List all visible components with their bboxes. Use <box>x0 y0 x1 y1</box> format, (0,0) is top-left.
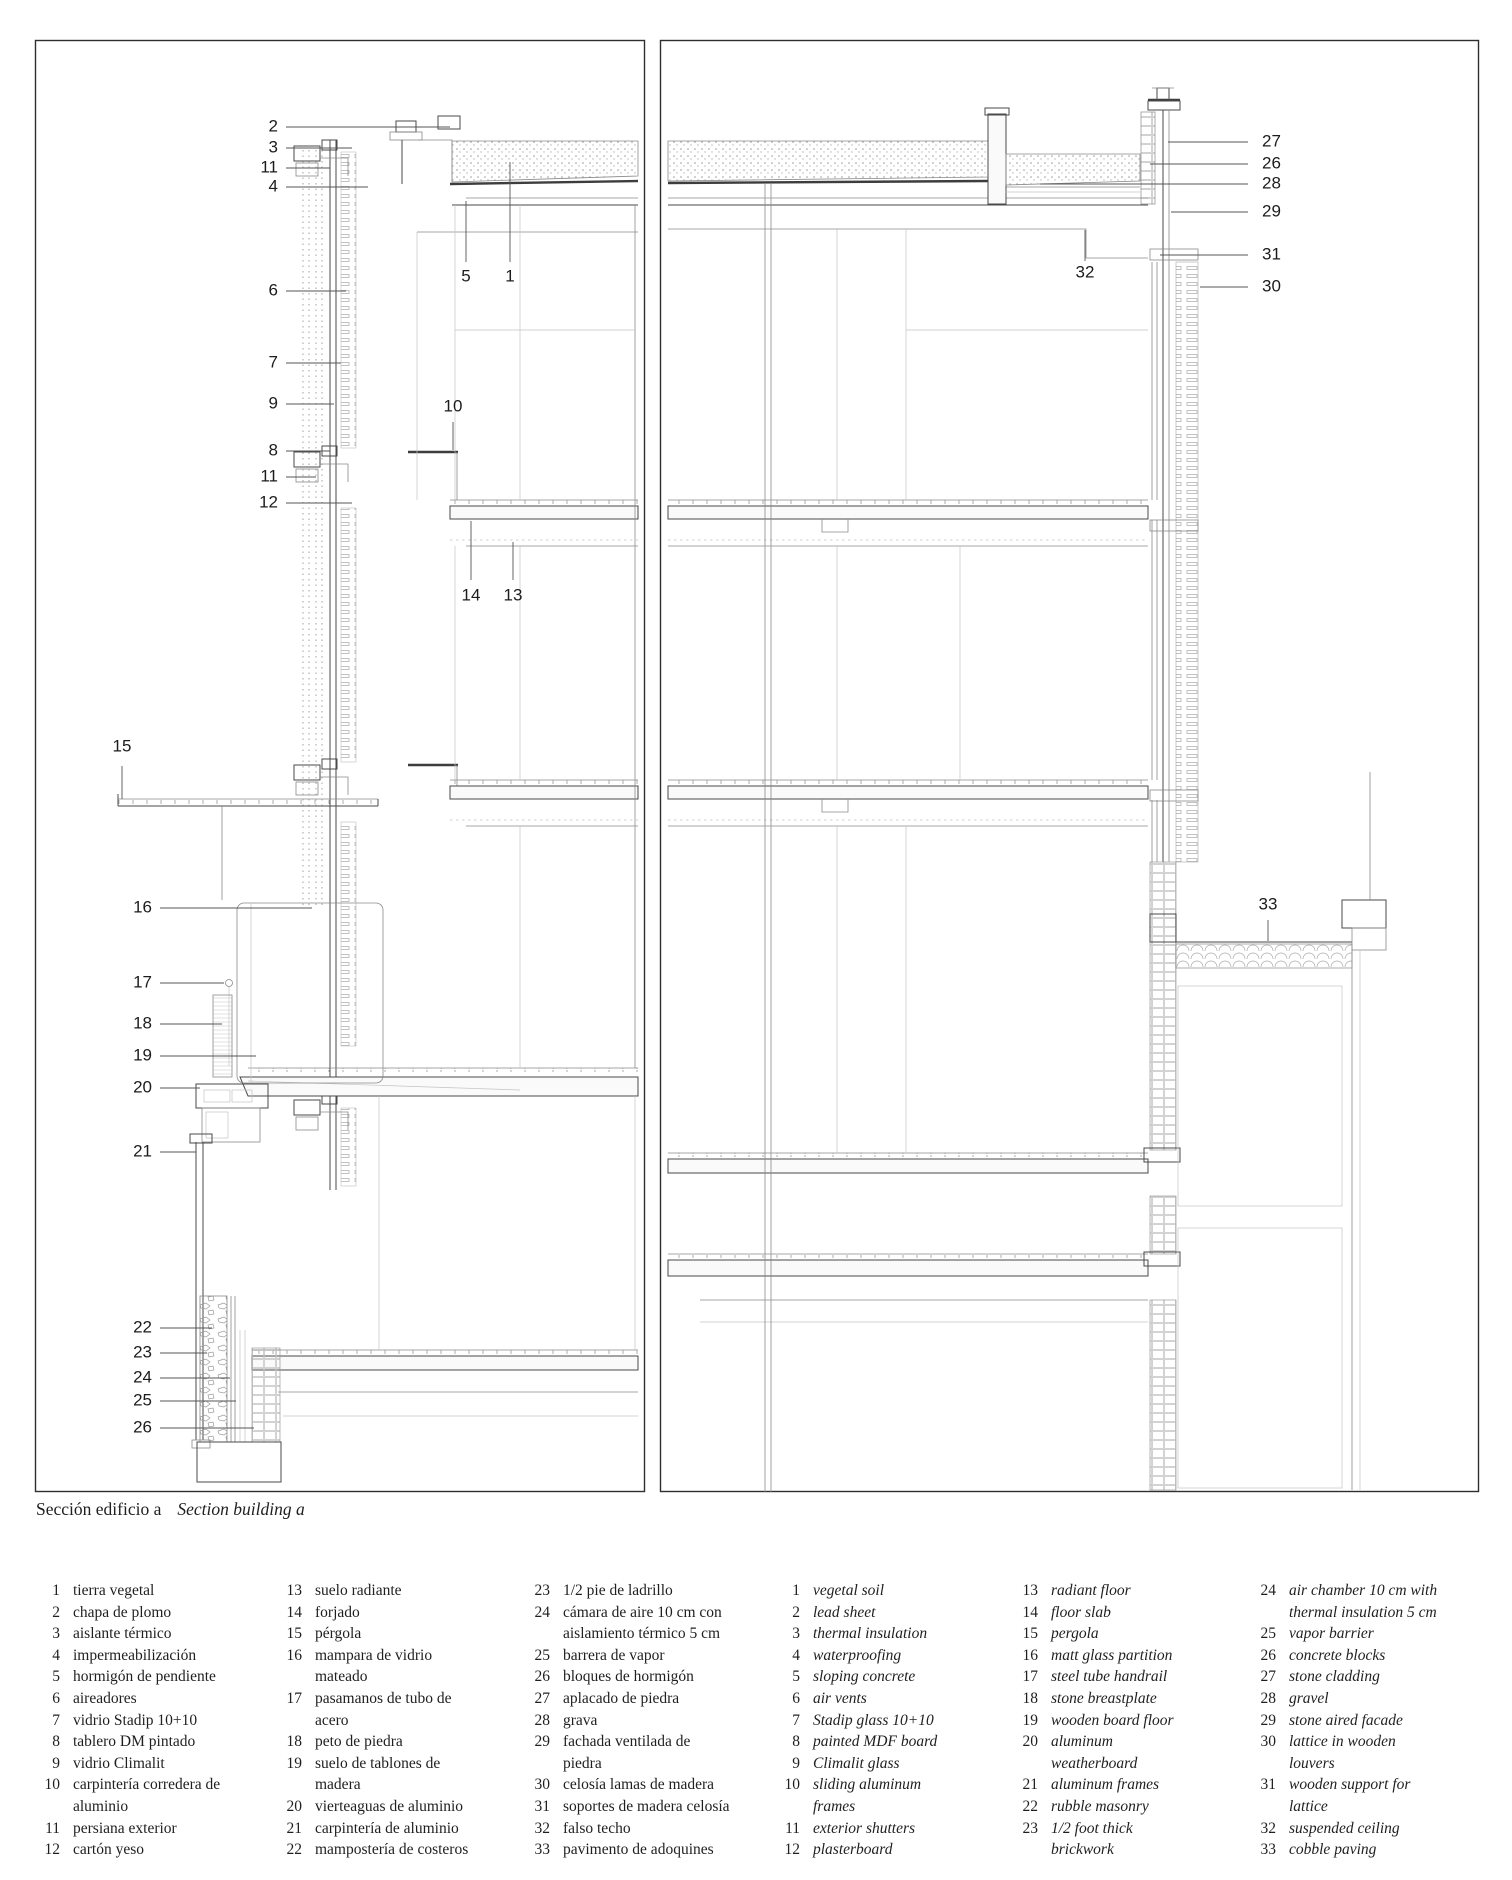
legend-item-number: 21 <box>1022 1776 1038 1794</box>
legend-item <box>278 1796 514 1818</box>
legend-item <box>526 1602 774 1645</box>
caption-english: Section building a <box>177 1499 305 1519</box>
legend-item <box>526 1839 774 1861</box>
legend-item-number: 22 <box>286 1841 302 1859</box>
legend-item-number: 24 <box>1260 1582 1276 1599</box>
legend-item <box>36 1580 272 1602</box>
legend-item-text: forjado <box>315 1603 360 1621</box>
callout-label: 30 <box>1262 276 1281 296</box>
legend-item-text: carpintería de aluminio <box>315 1819 459 1837</box>
legend-item-number: 15 <box>286 1625 302 1643</box>
legend-item-text: exterior shutters <box>813 1819 916 1837</box>
legend-column-5-en <box>1014 1580 1252 1861</box>
legend-item-text: mampostería de costeros <box>315 1841 469 1859</box>
legend-item <box>526 1710 774 1732</box>
legend-item-text: wooden support for lattice <box>1289 1776 1411 1815</box>
callout-label: 10 <box>443 396 463 416</box>
legend-item-text: air chamber 10 cm with thermal insulation 5 cm <box>1289 1582 1438 1621</box>
legend-item-number: 5 <box>792 1668 800 1686</box>
legend-item-number: 26 <box>1260 1646 1276 1664</box>
legend-item-text: falso techo <box>563 1819 631 1837</box>
legend-item-number: 3 <box>792 1625 800 1643</box>
legend-item-number: 26 <box>534 1668 550 1686</box>
legend-item-number: 7 <box>52 1711 60 1729</box>
legend-column-3-es <box>526 1580 774 1861</box>
legend-item <box>36 1602 272 1624</box>
legend-item-number: 1 <box>792 1582 800 1599</box>
legend-item-number: 29 <box>1260 1711 1276 1729</box>
legend-item <box>1252 1666 1504 1688</box>
legend-item-number: 13 <box>1022 1582 1038 1599</box>
legend-item-text: gravel <box>1289 1689 1329 1707</box>
legend-item-number: 2 <box>52 1603 60 1621</box>
legend-item-number: 11 <box>785 1819 800 1837</box>
legend-item-number: 14 <box>286 1603 302 1621</box>
legend-item-number: 9 <box>792 1754 800 1772</box>
legend-item-number: 17 <box>1022 1668 1038 1686</box>
callout-label: 5 <box>461 266 471 286</box>
legend-item-number: 24 <box>534 1603 550 1621</box>
legend-item <box>776 1818 1004 1840</box>
callout-label: 18 <box>133 1013 152 1033</box>
legend-item <box>278 1731 514 1753</box>
left-interior-lines <box>379 205 638 1350</box>
suspended-ceiling <box>668 229 1148 258</box>
legend-item <box>1014 1731 1252 1774</box>
caption-spanish: Sección edificio a <box>36 1499 162 1519</box>
legend-item-text: cartón yeso <box>73 1841 145 1859</box>
callout-label: 11 <box>260 157 278 177</box>
legend-item-text: stone aired facade <box>1289 1711 1403 1729</box>
drawing-caption <box>36 1499 305 1520</box>
callout-label: 28 <box>1262 173 1281 193</box>
right-interior-walls <box>765 183 1148 1492</box>
legend-item <box>776 1623 1004 1645</box>
legend-item <box>526 1645 774 1667</box>
legend-item-number: 28 <box>1260 1689 1276 1707</box>
legend-item <box>278 1623 514 1645</box>
legend-item-text: aluminum frames <box>1051 1776 1160 1794</box>
legend-item <box>278 1839 514 1861</box>
legend-item <box>526 1818 774 1840</box>
legend-item-text: chapa de plomo <box>73 1603 172 1621</box>
callout-label: 16 <box>133 897 152 917</box>
legend-item <box>776 1645 1004 1667</box>
callout-label: 19 <box>133 1045 152 1065</box>
legend-item-number: 31 <box>1260 1776 1276 1794</box>
legend-item-text: sliding aluminum frames <box>813 1776 922 1815</box>
callout-label: 7 <box>268 352 278 372</box>
legend-item-text: pérgola <box>315 1625 362 1643</box>
legend-item-number: 25 <box>534 1646 550 1664</box>
legend-item-text: stone cladding <box>1289 1668 1380 1686</box>
callout-label: 31 <box>1262 244 1281 264</box>
left-panel-border <box>36 41 645 1492</box>
left-floor-slabs <box>240 500 638 1416</box>
legend-item-text: plasterboard <box>813 1841 893 1859</box>
legend-item-number: 11 <box>45 1819 60 1837</box>
legend-item-text: rubble masonry <box>1051 1797 1149 1815</box>
legend-item <box>526 1731 774 1774</box>
legend-item-number: 23 <box>1022 1819 1038 1837</box>
legend-column-1-es <box>36 1580 272 1861</box>
legend-item <box>278 1818 514 1840</box>
legend-item-text: steel tube handrail <box>1051 1668 1168 1686</box>
legend-item-number: 12 <box>44 1841 60 1859</box>
legend-item-text: pergola <box>1051 1625 1099 1643</box>
legend-item-text: thermal insulation <box>813 1625 928 1643</box>
legend-item-number: 21 <box>286 1819 302 1837</box>
legend-item-text: lattice in wooden louvers <box>1289 1733 1396 1772</box>
callout-label: 26 <box>1262 153 1281 173</box>
legend-item <box>1252 1710 1504 1732</box>
legend-item <box>1014 1645 1252 1667</box>
callout-label: 13 <box>503 585 523 605</box>
legend-item-text: celosía lamas de madera <box>563 1776 715 1794</box>
left-facade-assembly <box>294 140 458 1190</box>
legend-item-text: painted MDF board <box>813 1733 938 1751</box>
legend-item-number: 13 <box>286 1582 302 1599</box>
legend-item <box>1252 1818 1504 1840</box>
legend-item <box>278 1602 514 1624</box>
legend-item-text: cámara de aire 10 cm con aislamiento térmico 5 cm <box>563 1603 722 1643</box>
legend-item-text: pavimento de adoquines <box>563 1841 714 1859</box>
right-floor-slabs <box>668 500 1148 1322</box>
legend-item-number: 20 <box>286 1797 302 1815</box>
callout-label: 24 <box>133 1367 152 1387</box>
legend-item <box>278 1688 514 1731</box>
callout-label: 12 <box>259 492 278 512</box>
callout-label: 11 <box>260 466 278 486</box>
legend-item-number: 20 <box>1022 1733 1038 1751</box>
callout-label: 6 <box>268 280 278 300</box>
legend-item <box>1014 1818 1252 1861</box>
legend-item-text: wooden board floor <box>1051 1711 1174 1729</box>
legend-item-text: mampara de vidrio mateado <box>315 1646 433 1686</box>
legend-item-text: air vents <box>813 1689 867 1707</box>
callout-label: 23 <box>133 1342 152 1362</box>
stone-breastplate <box>213 995 232 1077</box>
callout-label: 15 <box>112 736 132 756</box>
legend-item <box>776 1839 1004 1861</box>
callout-label: 8 <box>268 440 278 460</box>
legend-item <box>526 1688 774 1710</box>
legend-item-number: 18 <box>1022 1689 1038 1707</box>
legend-item <box>776 1710 1004 1732</box>
legend-item-number: 2 <box>792 1603 800 1621</box>
callout-label: 3 <box>268 137 278 157</box>
legend-item <box>526 1580 774 1602</box>
legend-item-text: Stadip glass 10+10 <box>813 1711 934 1729</box>
legend-item-number: 8 <box>792 1733 800 1751</box>
legend-item-text: aluminum weatherboard <box>1051 1733 1138 1772</box>
legend-item <box>1252 1623 1504 1645</box>
legend-item-text: aislante térmico <box>73 1625 172 1643</box>
legend-item-text: stone breastplate <box>1051 1689 1157 1707</box>
legend-item <box>1252 1839 1504 1861</box>
legend-item-number: 4 <box>52 1646 60 1664</box>
callout-label: 33 <box>1258 894 1278 914</box>
legend-item <box>1014 1710 1252 1732</box>
legend-item-text: Climalit glass <box>813 1754 900 1772</box>
legend-item-number: 1 <box>52 1582 60 1599</box>
legend-item-text: vapor barrier <box>1289 1625 1374 1643</box>
legend-item-number: 4 <box>792 1646 800 1664</box>
legend-item-text: tierra vegetal <box>73 1582 155 1599</box>
legend-item-number: 28 <box>534 1711 550 1729</box>
legend-item <box>1014 1580 1252 1602</box>
callout-label: 20 <box>133 1077 152 1097</box>
pergola <box>118 794 378 900</box>
legend-item <box>1014 1688 1252 1710</box>
legend-item-text: aireadores <box>73 1689 137 1707</box>
legend-item-number: 6 <box>52 1689 60 1707</box>
legend-item-text: soportes de madera celosía <box>563 1797 730 1815</box>
legend-item-text: grava <box>563 1711 598 1729</box>
legend-item-number: 16 <box>1022 1646 1038 1664</box>
legend-item-number: 7 <box>792 1711 800 1729</box>
legend-item <box>776 1731 1004 1753</box>
right-roof-assembly <box>668 88 1180 205</box>
callout-label: 9 <box>268 393 278 413</box>
legend-item <box>36 1774 272 1817</box>
callout-label: 29 <box>1262 201 1281 221</box>
legend-item-number: 5 <box>52 1668 60 1686</box>
legend-item-number: 19 <box>1022 1711 1038 1729</box>
legend-item <box>278 1645 514 1688</box>
legend-item <box>1014 1666 1252 1688</box>
legend-item-text: concrete blocks <box>1289 1646 1386 1664</box>
legend-item <box>1014 1796 1252 1818</box>
legend-item-number: 14 <box>1022 1603 1038 1621</box>
legend-item <box>776 1666 1004 1688</box>
legend-item <box>776 1602 1004 1624</box>
legend-item-text: radiant floor <box>1051 1582 1131 1599</box>
legend-item <box>36 1818 272 1840</box>
legend-item-number: 30 <box>1260 1733 1276 1751</box>
legend-item <box>776 1688 1004 1710</box>
legend-item <box>1014 1602 1252 1624</box>
legend-item <box>526 1666 774 1688</box>
legend-item <box>278 1753 514 1796</box>
legend-item <box>1252 1731 1504 1774</box>
legend-item-text: vidrio Climalit <box>73 1754 165 1772</box>
legend-item <box>36 1731 272 1753</box>
legend-item <box>776 1580 1004 1602</box>
callout-label: 22 <box>133 1317 152 1337</box>
legend-item <box>1014 1774 1252 1796</box>
legend-item-text: suelo de tablones de madera <box>315 1754 441 1794</box>
legend-item-text: matt glass partition <box>1051 1646 1173 1664</box>
legend-item <box>1252 1645 1504 1667</box>
legend-item <box>1252 1688 1504 1710</box>
legend-item-number: 30 <box>534 1776 550 1794</box>
legend-item-number: 33 <box>534 1841 550 1859</box>
legend-item <box>36 1753 272 1775</box>
legend-item-number: 6 <box>792 1689 800 1707</box>
legend-item-number: 16 <box>286 1646 302 1664</box>
ventilated-stone-facade <box>1152 110 1169 862</box>
legend-item-text: hormigón de pendiente <box>73 1668 216 1686</box>
legend-column-2-es <box>278 1580 514 1861</box>
callout-label: 4 <box>268 176 278 196</box>
legend-item-number: 3 <box>52 1625 60 1643</box>
callout-label: 25 <box>133 1390 152 1410</box>
callout-layer <box>113 116 1281 1436</box>
legend-item-number: 22 <box>1022 1797 1038 1815</box>
left-roof-assembly <box>390 116 638 205</box>
legend-item-text: persiana exterior <box>73 1819 177 1837</box>
callout-label: 26 <box>133 1417 152 1437</box>
callout-label: 21 <box>133 1141 152 1161</box>
legend-item <box>526 1796 774 1818</box>
legend-item-text: 1/2 pie de ladrillo <box>563 1582 673 1599</box>
legend-item <box>36 1688 272 1710</box>
legend-item-text: pasamanos de tubo de acero <box>315 1689 452 1729</box>
legend-item-text: fachada ventilada de piedra <box>563 1733 691 1772</box>
legend-item-number: 31 <box>534 1797 550 1815</box>
callout-label: 32 <box>1075 262 1095 282</box>
legend-item-number: 10 <box>44 1776 60 1794</box>
legend-item <box>1252 1580 1504 1623</box>
legend-item-text: impermeabilización <box>73 1646 197 1664</box>
legend-item-text: floor slab <box>1051 1603 1111 1621</box>
legend-item <box>36 1839 272 1861</box>
lower-facade-wall <box>1144 862 1180 1490</box>
legend-item-text: vegetal soil <box>813 1582 885 1599</box>
legend-item <box>36 1623 272 1645</box>
legend-item-text: cobble paving <box>1289 1841 1377 1859</box>
legend-item <box>776 1774 1004 1817</box>
legend-item-number: 23 <box>534 1582 550 1599</box>
callout-label: 2 <box>268 116 278 136</box>
legend-item <box>36 1710 272 1732</box>
legend-item-text: waterproofing <box>813 1646 902 1664</box>
terrace-cobble-paving <box>1150 772 1386 1490</box>
legend-item-number: 27 <box>534 1689 550 1707</box>
legend-item-text: vidrio Stadip 10+10 <box>73 1711 198 1729</box>
legend-column-6-en <box>1252 1580 1504 1861</box>
callout-label: 27 <box>1262 131 1281 151</box>
callout-label: 1 <box>505 266 515 286</box>
legend-item-text: suspended ceiling <box>1289 1819 1400 1837</box>
legend-item-number: 27 <box>1260 1668 1276 1686</box>
legend-column-4-en <box>776 1580 1004 1861</box>
legend-item-number: 17 <box>286 1689 302 1707</box>
legend-item-number: 19 <box>286 1754 302 1772</box>
legend-item-text: peto de piedra <box>315 1733 403 1751</box>
legend-item-text: bloques de hormigón <box>563 1668 694 1686</box>
legend-item-text: sloping concrete <box>813 1668 916 1686</box>
legend-item-text: suelo radiante <box>315 1582 402 1599</box>
legend-item-text: lead sheet <box>813 1603 876 1621</box>
legend-item-number: 10 <box>784 1776 800 1794</box>
legend-item-number: 33 <box>1260 1841 1276 1859</box>
legend-item-number: 9 <box>52 1754 60 1772</box>
legend-item-text: aplacado de piedra <box>563 1689 680 1707</box>
legend-item-text: barrera de vapor <box>563 1646 665 1664</box>
legend-item <box>1014 1623 1252 1645</box>
legend-item <box>1252 1774 1504 1817</box>
legend-item <box>278 1580 514 1602</box>
legend-item-number: 29 <box>534 1733 550 1751</box>
legend-item-number: 18 <box>286 1733 302 1751</box>
legend-item <box>36 1666 272 1688</box>
legend-item-number: 12 <box>784 1841 800 1859</box>
legend-item <box>526 1774 774 1796</box>
legend-item-text: vierteaguas de aluminio <box>315 1797 464 1815</box>
legend-item-text: tablero DM pintado <box>73 1733 196 1751</box>
legend-item-number: 8 <box>52 1733 60 1751</box>
legend-item-number: 25 <box>1260 1625 1276 1643</box>
glass-partition <box>237 903 383 1083</box>
legend-item-text: 1/2 foot thick brickwork <box>1051 1819 1133 1859</box>
legend-item-number: 15 <box>1022 1625 1038 1643</box>
callout-label: 14 <box>461 585 481 605</box>
masonry-base-wall <box>197 1296 281 1482</box>
legend-item-number: 32 <box>1260 1819 1276 1837</box>
legend-item <box>776 1753 1004 1775</box>
legend-item <box>36 1645 272 1667</box>
callout-label: 17 <box>133 972 152 992</box>
legend-item-number: 32 <box>534 1819 550 1837</box>
legend-item-text: carpintería corredera de aluminio <box>73 1776 221 1815</box>
